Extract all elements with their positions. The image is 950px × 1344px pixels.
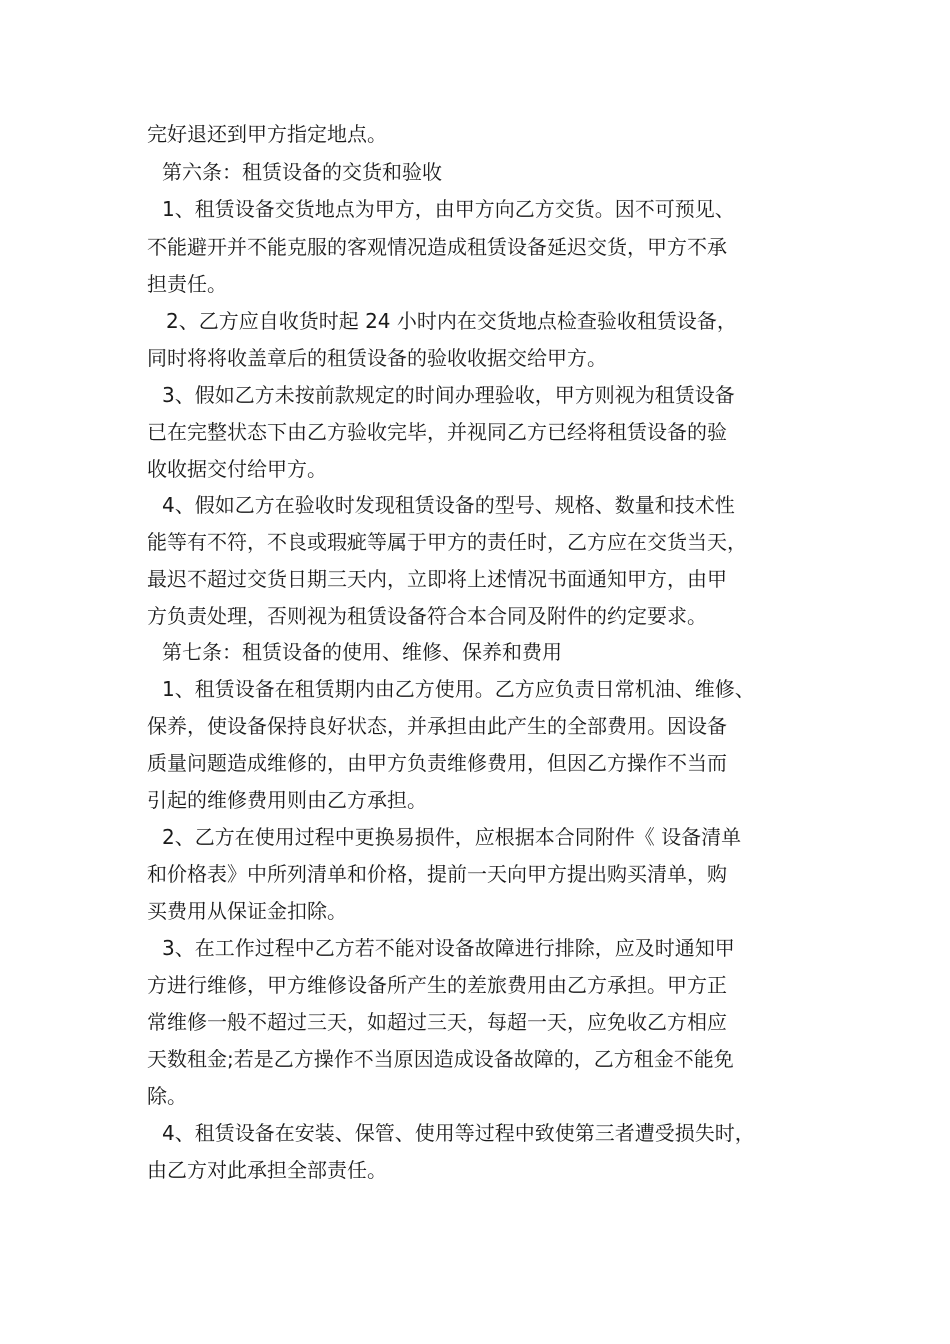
text-line: 不能避开并不能克服的客观情况造成租赁设备延迟交货，甲方不承 <box>147 235 727 259</box>
text-line: 由乙方对此承担全部责任。 <box>147 1158 387 1182</box>
text-line: 4、租赁设备在安装、保管、使用等过程中致使第三者遭受损失时， <box>162 1121 755 1145</box>
text-line: 3、在工作过程中乙方若不能对设备故障进行排除，应及时通知甲 <box>162 936 735 960</box>
section-heading: 第六条：租赁设备的交货和验收 <box>162 160 442 184</box>
text-line: 和价格表》中所列清单和价格，提前一天向甲方提出购买清单，购 <box>147 862 727 886</box>
text-line: 天数租金;若是乙方操作不当原因造成设备故障的，乙方租金不能免 <box>147 1047 734 1071</box>
text-line: 收收据交付给甲方。 <box>147 457 327 481</box>
text-line: 3、假如乙方未按前款规定的时间办理验收，甲方则视为租赁设备 <box>162 383 735 407</box>
text-line: 除。 <box>147 1084 187 1108</box>
text-line: 2、乙方在使用过程中更换易损件，应根据本合同附件《 设备清单 <box>162 825 742 849</box>
text-line: 保养，使设备保持良好状态，并承担由此产生的全部费用。因设备 <box>147 714 727 738</box>
text-line: 完好退还到甲方指定地点。 <box>147 122 387 146</box>
text-line: 担责任。 <box>147 272 227 296</box>
text-line: 2、乙方应自收货时起 24 小时内在交货地点检查验收租赁设备， <box>166 309 737 333</box>
text-line: 1、租赁设备在租赁期内由乙方使用。乙方应负责日常机油、维修、 <box>162 677 755 701</box>
text-line: 常维修一般不超过三天，如超过三天，每超一天，应免收乙方相应 <box>147 1010 727 1034</box>
text-line: 4、假如乙方在验收时发现租赁设备的型号、规格、数量和技术性 <box>162 493 735 517</box>
text-line: 最迟不超过交货日期三天内，立即将上述情况书面通知甲方，由甲 <box>147 567 727 591</box>
text-line: 已在完整状态下由乙方验收完毕，并视同乙方已经将租赁设备的验 <box>147 420 727 444</box>
text-line: 同时将将收盖章后的租赁设备的验收收据交给甲方。 <box>147 346 607 370</box>
text-line: 引起的维修费用则由乙方承担。 <box>147 788 427 812</box>
text-line: 买费用从保证金扣除。 <box>147 899 347 923</box>
text-line: 方负责处理，否则视为租赁设备符合本合同及附件的约定要求。 <box>147 604 707 628</box>
section-heading: 第七条：租赁设备的使用、维修、保养和费用 <box>162 640 562 664</box>
text-line: 质量问题造成维修的，由甲方负责维修费用，但因乙方操作不当而 <box>147 751 727 775</box>
text-line: 1、租赁设备交货地点为甲方，由甲方向乙方交货。因不可预见、 <box>162 197 735 221</box>
text-line: 能等有不符，不良或瑕疵等属于甲方的责任时，乙方应在交货当天， <box>147 530 747 554</box>
text-line: 方进行维修，甲方维修设备所产生的差旅费用由乙方承担。甲方正 <box>147 973 727 997</box>
